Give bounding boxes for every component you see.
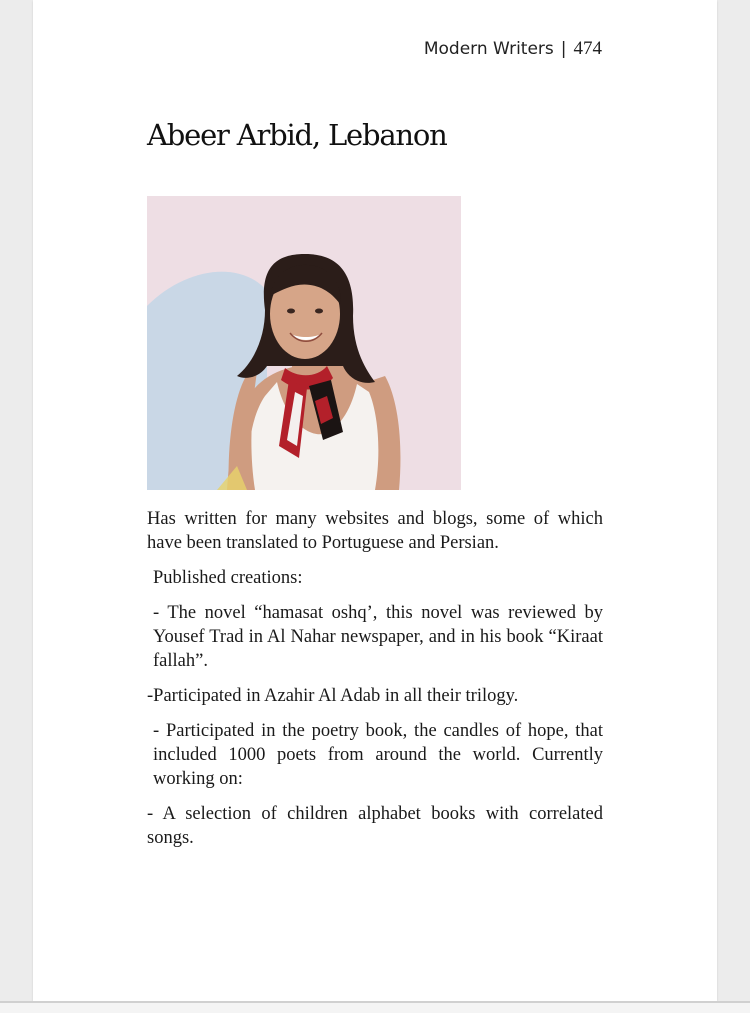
running-header xyxy=(424,38,602,60)
creation-item: - Participated in the poetry book, the candles of hope, that included 1000 poets from around the world. Currently working on: xyxy=(153,721,603,789)
header-separator: | xyxy=(560,39,567,59)
bio-paragraph: Has written for many websites and blogs, some of which have been translated to Portuguese and Persian. xyxy=(147,509,603,553)
header-section-title: Modern Writers xyxy=(423,39,554,59)
page-number: 474 xyxy=(573,38,602,59)
published-creations-heading: Published creations: xyxy=(153,568,303,588)
creation-item: - A selection of children alphabet books with correlated songs. xyxy=(147,804,603,848)
author-title: Abeer Arbid, Lebanon xyxy=(147,118,447,152)
author-portrait-icon xyxy=(147,196,461,490)
author-photo xyxy=(147,196,461,490)
creation-item: -Participated in Azahir Al Adab in all their trilogy. xyxy=(147,686,519,706)
creation-item: - The novel “hamasat oshq’, this novel was reviewed by Yousef Trad in Al Nahar newspaper, and in his book “Kiraat fallah”. xyxy=(153,603,603,671)
biography-text xyxy=(147,507,603,861)
page-bottom-edge xyxy=(0,1001,750,1013)
